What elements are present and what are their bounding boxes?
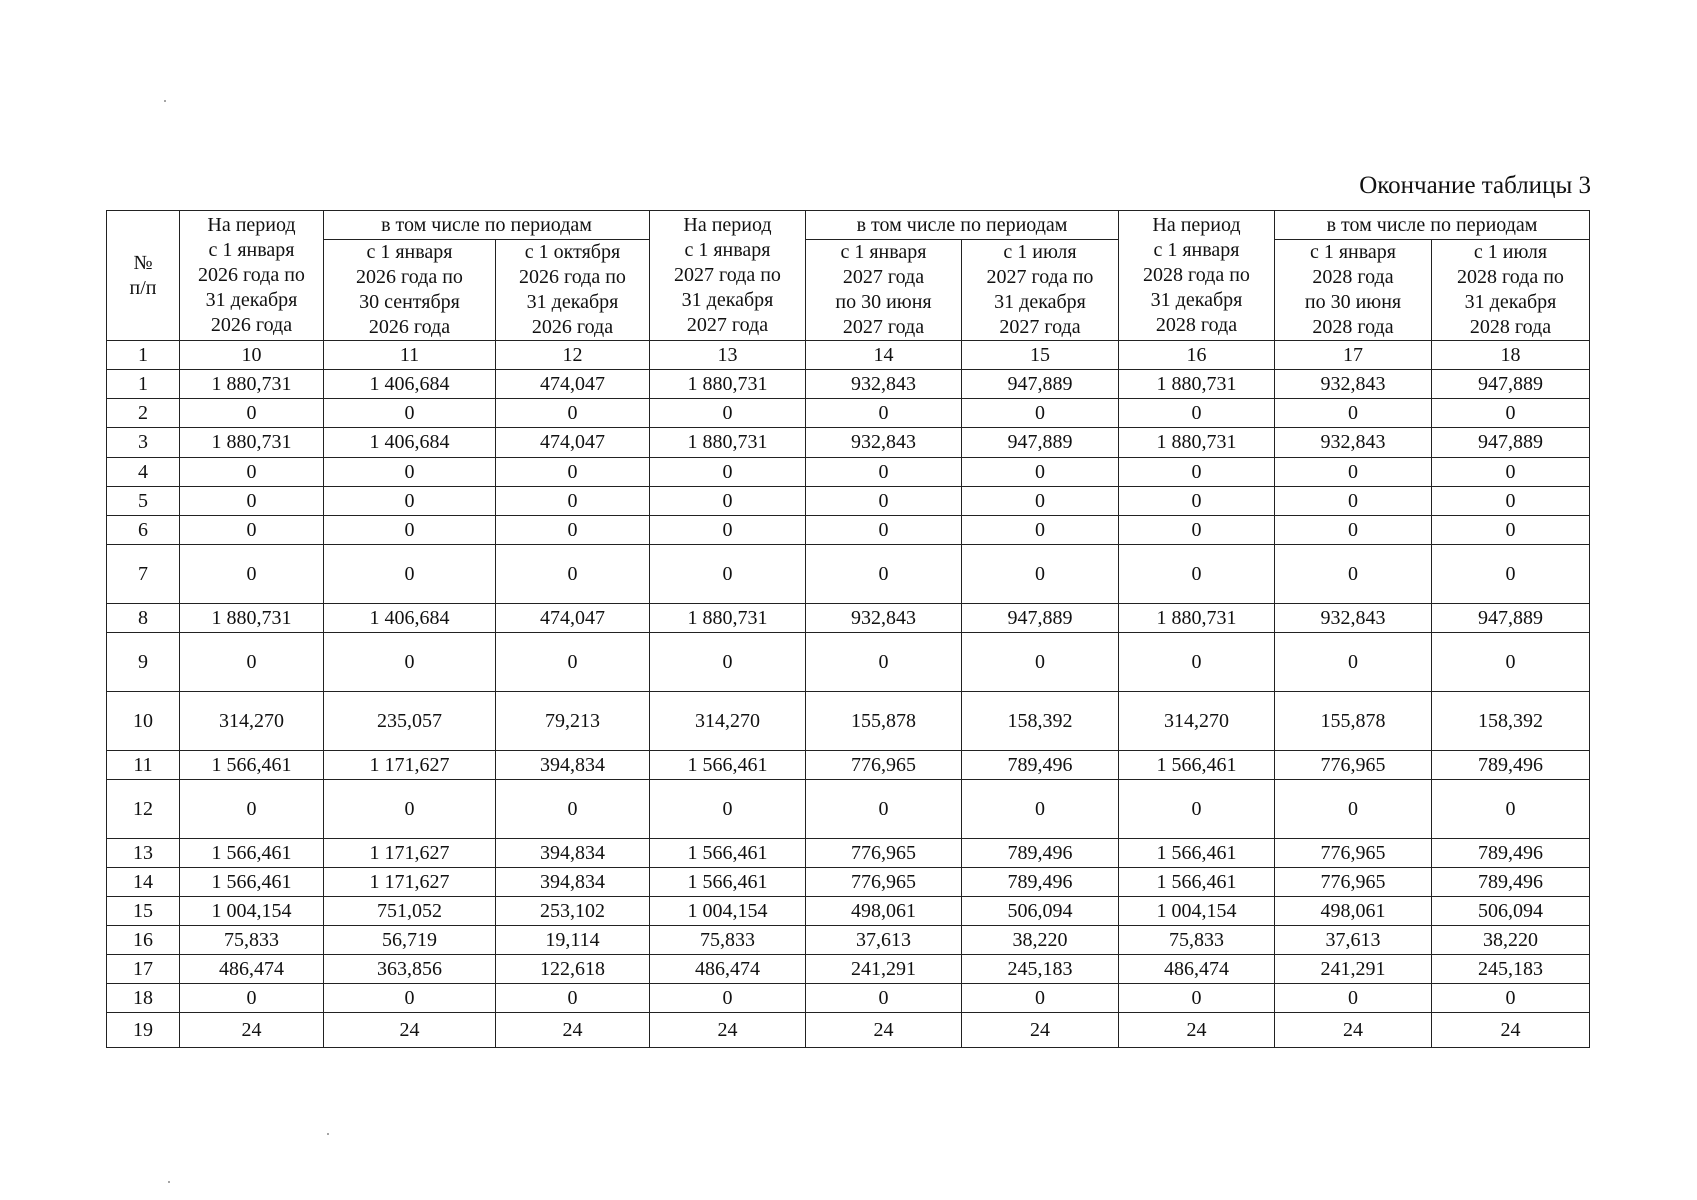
table-cell: 1 880,731: [180, 370, 324, 399]
row-number: 3: [107, 428, 180, 458]
table-cell: 0: [496, 458, 650, 487]
table-cell: 1 566,461: [1119, 839, 1275, 868]
table-cell: 0: [650, 984, 806, 1013]
column-number: 12: [496, 341, 650, 370]
table-cell: 789,496: [1432, 751, 1590, 780]
table-cell: 1 566,461: [180, 839, 324, 868]
table-cell: 1 880,731: [180, 604, 324, 633]
row-number: 10: [107, 692, 180, 751]
table-cell: 1 880,731: [650, 428, 806, 458]
table-cell: 1 566,461: [1119, 868, 1275, 897]
scan-speck: [168, 1181, 170, 1183]
header-sub-2027-1: с 1 января 2027 года по 30 июня 2027 года: [806, 240, 962, 341]
table-cell: 506,094: [1432, 897, 1590, 926]
table-cell: 1 171,627: [324, 839, 496, 868]
table-cell: 0: [324, 633, 496, 692]
table-cell: 0: [962, 516, 1119, 545]
table-cell: 0: [806, 516, 962, 545]
table-cell: 0: [650, 545, 806, 604]
table-cell: 474,047: [496, 428, 650, 458]
column-number: 10: [180, 341, 324, 370]
row-number: 14: [107, 868, 180, 897]
table-cell: 776,965: [1275, 868, 1432, 897]
table-cell: 0: [806, 487, 962, 516]
table-cell: 947,889: [1432, 428, 1590, 458]
table-row: [107, 839, 1590, 868]
row-number: 19: [107, 1013, 180, 1048]
table-cell: 0: [1119, 780, 1275, 839]
header-sub-2026-2: с 1 октября 2026 года по 31 декабря 2026 года: [496, 240, 650, 341]
table-row: [107, 428, 1590, 458]
table-cell: 789,496: [1432, 839, 1590, 868]
table-cell: 24: [1119, 1013, 1275, 1048]
column-number: 14: [806, 341, 962, 370]
table-cell: 486,474: [1119, 955, 1275, 984]
table-row: [107, 487, 1590, 516]
table-cell: 0: [496, 487, 650, 516]
table-row: [107, 984, 1590, 1013]
table-cell: 932,843: [806, 604, 962, 633]
header-subgroup-2028: в том числе по периодам: [1275, 211, 1590, 240]
column-number: 16: [1119, 341, 1275, 370]
column-number: 15: [962, 341, 1119, 370]
table-cell: 0: [1119, 487, 1275, 516]
row-number: 17: [107, 955, 180, 984]
table-cell: 363,856: [324, 955, 496, 984]
row-number: 9: [107, 633, 180, 692]
table-cell: 0: [962, 487, 1119, 516]
table-cell: 0: [180, 633, 324, 692]
table-cell: 0: [1119, 545, 1275, 604]
table-cell: 1 171,627: [324, 751, 496, 780]
table-cell: 158,392: [962, 692, 1119, 751]
table-cell: 486,474: [180, 955, 324, 984]
table-cell: 0: [650, 399, 806, 428]
row-number: 11: [107, 751, 180, 780]
table-cell: 1 406,684: [324, 428, 496, 458]
table-cell: 0: [1119, 458, 1275, 487]
table-cell: 0: [1432, 487, 1590, 516]
table-cell: 56,719: [324, 926, 496, 955]
table-cell: 394,834: [496, 839, 650, 868]
table-cell: 1 566,461: [180, 751, 324, 780]
table-row: [107, 751, 1590, 780]
table-cell: 0: [962, 984, 1119, 1013]
table-cell: 24: [650, 1013, 806, 1048]
header-subgroup-2027: в том числе по периодам: [806, 211, 1119, 240]
table-cell: 1 880,731: [180, 428, 324, 458]
table-cell: 0: [806, 984, 962, 1013]
table-cell: 0: [496, 633, 650, 692]
row-number: 16: [107, 926, 180, 955]
table-cell: 0: [650, 633, 806, 692]
table-cell: 0: [806, 458, 962, 487]
table-cell: 0: [1275, 399, 1432, 428]
table-cell: 0: [806, 780, 962, 839]
table-cell: 1 406,684: [324, 604, 496, 633]
row-number: 12: [107, 780, 180, 839]
table-cell: 1 004,154: [650, 897, 806, 926]
table-cell: 947,889: [1432, 604, 1590, 633]
table-caption: Окончание таблицы 3: [1359, 172, 1591, 199]
row-number: 8: [107, 604, 180, 633]
table-cell: 0: [1432, 545, 1590, 604]
table-cell: 1 004,154: [180, 897, 324, 926]
table-cell: 932,843: [806, 370, 962, 399]
table-cell: 1 566,461: [1119, 751, 1275, 780]
table-cell: 947,889: [962, 370, 1119, 399]
table-cell: 1 880,731: [1119, 428, 1275, 458]
row-number: 7: [107, 545, 180, 604]
table-cell: 474,047: [496, 370, 650, 399]
table-cell: 0: [1119, 399, 1275, 428]
table-cell: 0: [962, 399, 1119, 428]
row-number: 18: [107, 984, 180, 1013]
table-cell: 0: [1432, 633, 1590, 692]
scan-speck: [327, 1133, 329, 1135]
table-row: [107, 545, 1590, 604]
table-cell: 0: [1275, 516, 1432, 545]
table-cell: 0: [180, 516, 324, 545]
table-cell: 158,392: [1432, 692, 1590, 751]
row-number: 6: [107, 516, 180, 545]
table-cell: 0: [1119, 633, 1275, 692]
table-cell: 0: [650, 458, 806, 487]
table-cell: 0: [180, 984, 324, 1013]
scan-speck: [164, 100, 166, 102]
table-cell: 1 566,461: [650, 839, 806, 868]
table-cell: 1 566,461: [650, 868, 806, 897]
table-cell: 0: [962, 458, 1119, 487]
table-cell: 0: [496, 545, 650, 604]
table-cell: 947,889: [1432, 370, 1590, 399]
row-number: 15: [107, 897, 180, 926]
table-cell: 0: [806, 545, 962, 604]
table-cell: 79,213: [496, 692, 650, 751]
table-cell: 0: [180, 545, 324, 604]
header-sub-2028-2: с 1 июля 2028 года по 31 декабря 2028 года: [1432, 240, 1590, 341]
table-cell: 24: [806, 1013, 962, 1048]
table-cell: 1 406,684: [324, 370, 496, 399]
table-row: [107, 897, 1590, 926]
table-row: [107, 868, 1590, 897]
table-cell: 1 566,461: [180, 868, 324, 897]
column-number: 18: [1432, 341, 1590, 370]
table-cell: 245,183: [962, 955, 1119, 984]
table-row: [107, 604, 1590, 633]
table-cell: 751,052: [324, 897, 496, 926]
header-total-2028: На период с 1 января 2028 года по 31 декабря 2028 года: [1119, 211, 1275, 341]
table-cell: 932,843: [1275, 428, 1432, 458]
table-row: [107, 692, 1590, 751]
table-cell: 0: [324, 780, 496, 839]
table-cell: 0: [1432, 516, 1590, 545]
table-row: [107, 399, 1590, 428]
table-cell: 789,496: [1432, 868, 1590, 897]
table-cell: 0: [180, 399, 324, 428]
table-cell: 0: [1432, 780, 1590, 839]
table-cell: 0: [650, 516, 806, 545]
table-cell: 75,833: [1119, 926, 1275, 955]
column-number-row: [107, 341, 1590, 370]
table-cell: 0: [1432, 984, 1590, 1013]
table-cell: 241,291: [806, 955, 962, 984]
table-cell: 314,270: [180, 692, 324, 751]
table-cell: 776,965: [1275, 751, 1432, 780]
table-cell: 0: [1432, 458, 1590, 487]
table-cell: 75,833: [650, 926, 806, 955]
table-cell: 0: [1275, 487, 1432, 516]
table-cell: 0: [650, 487, 806, 516]
table-cell: 394,834: [496, 868, 650, 897]
table-cell: 789,496: [962, 751, 1119, 780]
table-cell: 253,102: [496, 897, 650, 926]
table-cell: 0: [180, 458, 324, 487]
table-cell: 0: [324, 399, 496, 428]
header-num-col: № п/п: [107, 211, 180, 341]
table-cell: 776,965: [806, 839, 962, 868]
table-cell: 1 880,731: [1119, 370, 1275, 399]
table-cell: 947,889: [962, 604, 1119, 633]
table-cell: 776,965: [806, 751, 962, 780]
table-cell: 122,618: [496, 955, 650, 984]
table-cell: 0: [1119, 984, 1275, 1013]
table-cell: 0: [962, 633, 1119, 692]
table-row: [107, 516, 1590, 545]
table-cell: 24: [496, 1013, 650, 1048]
header-total-2026: На период с 1 января 2026 года по 31 декабря 2026 года: [180, 211, 324, 341]
table-row: [107, 458, 1590, 487]
table-cell: 0: [1275, 633, 1432, 692]
table-row: [107, 780, 1590, 839]
table-cell: 0: [496, 984, 650, 1013]
table-cell: 947,889: [962, 428, 1119, 458]
table-cell: 0: [1275, 780, 1432, 839]
table-cell: 0: [962, 780, 1119, 839]
table-cell: 0: [180, 487, 324, 516]
table-cell: 776,965: [806, 868, 962, 897]
column-number: 13: [650, 341, 806, 370]
table-body: [107, 341, 1590, 1048]
header-sub-2026-1: с 1 января 2026 года по 30 сентября 2026 года: [324, 240, 496, 341]
table-cell: 0: [324, 984, 496, 1013]
table-cell: 1 004,154: [1119, 897, 1275, 926]
table-cell: 498,061: [806, 897, 962, 926]
row-number: 13: [107, 839, 180, 868]
table-cell: 0: [496, 516, 650, 545]
table-cell: 0: [496, 780, 650, 839]
table-cell: 155,878: [1275, 692, 1432, 751]
table-row: [107, 1013, 1590, 1048]
table-cell: 394,834: [496, 751, 650, 780]
header-sub-2027-2: с 1 июля 2027 года по 31 декабря 2027 года: [962, 240, 1119, 341]
table-cell: 474,047: [496, 604, 650, 633]
row-number: 1: [107, 370, 180, 399]
table-row: [107, 926, 1590, 955]
table-cell: 0: [1275, 984, 1432, 1013]
table-cell: 0: [806, 399, 962, 428]
header-total-2027: На период с 1 января 2027 года по 31 декабря 2027 года: [650, 211, 806, 341]
table-cell: 24: [962, 1013, 1119, 1048]
table-cell: 241,291: [1275, 955, 1432, 984]
header-subgroup-2026: в том числе по периодам: [324, 211, 650, 240]
table-cell: 75,833: [180, 926, 324, 955]
table-cell: 37,613: [806, 926, 962, 955]
data-table: [106, 210, 1590, 1048]
table-cell: 0: [496, 399, 650, 428]
table-cell: 0: [324, 487, 496, 516]
header-sub-2028-1: с 1 января 2028 года по 30 июня 2028 года: [1275, 240, 1432, 341]
table-row: [107, 370, 1590, 399]
table-cell: 498,061: [1275, 897, 1432, 926]
table-cell: 0: [806, 633, 962, 692]
table-cell: 0: [180, 780, 324, 839]
table-cell: 19,114: [496, 926, 650, 955]
table-cell: 0: [962, 545, 1119, 604]
column-number: 1: [107, 341, 180, 370]
table-cell: 486,474: [650, 955, 806, 984]
table-cell: 0: [650, 780, 806, 839]
table-cell: 789,496: [962, 868, 1119, 897]
table-cell: 776,965: [1275, 839, 1432, 868]
table-cell: 932,843: [1275, 370, 1432, 399]
table-cell: 24: [180, 1013, 324, 1048]
table-cell: 506,094: [962, 897, 1119, 926]
table-cell: 789,496: [962, 839, 1119, 868]
table-cell: 0: [1119, 516, 1275, 545]
table-cell: 24: [1275, 1013, 1432, 1048]
table-cell: 0: [324, 545, 496, 604]
table-cell: 155,878: [806, 692, 962, 751]
table-cell: 1 880,731: [1119, 604, 1275, 633]
table-cell: 1 171,627: [324, 868, 496, 897]
table-cell: 932,843: [806, 428, 962, 458]
table-cell: 1 880,731: [650, 604, 806, 633]
table-cell: 24: [1432, 1013, 1590, 1048]
row-number: 4: [107, 458, 180, 487]
row-number: 5: [107, 487, 180, 516]
table-cell: 245,183: [1432, 955, 1590, 984]
table-cell: 0: [1275, 458, 1432, 487]
column-number: 17: [1275, 341, 1432, 370]
column-number: 11: [324, 341, 496, 370]
table-cell: 0: [324, 516, 496, 545]
row-number: 2: [107, 399, 180, 428]
table-cell: 314,270: [1119, 692, 1275, 751]
table-cell: 314,270: [650, 692, 806, 751]
table-cell: 38,220: [1432, 926, 1590, 955]
table-cell: 38,220: [962, 926, 1119, 955]
table-cell: 1 880,731: [650, 370, 806, 399]
table-cell: 235,057: [324, 692, 496, 751]
table-cell: 0: [1432, 399, 1590, 428]
table-cell: 932,843: [1275, 604, 1432, 633]
table-cell: 24: [324, 1013, 496, 1048]
table-row: [107, 955, 1590, 984]
table-cell: 0: [1275, 545, 1432, 604]
table-cell: 0: [324, 458, 496, 487]
table-cell: 37,613: [1275, 926, 1432, 955]
table-cell: 1 566,461: [650, 751, 806, 780]
table-row: [107, 633, 1590, 692]
